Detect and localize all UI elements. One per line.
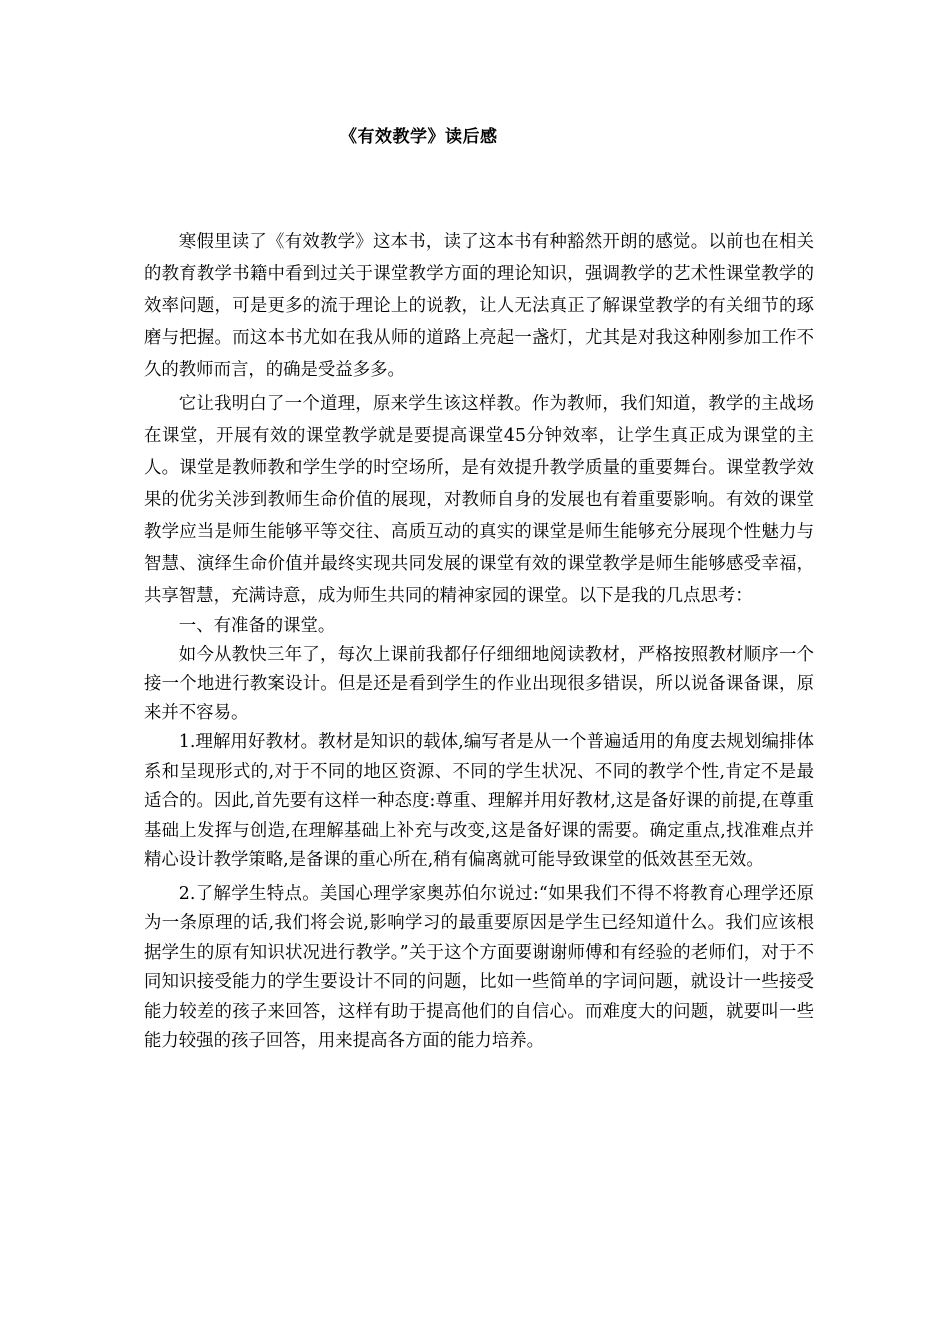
document-body [144, 226, 814, 1057]
paragraph-intro: 寒假里读了《有效教学》这本书，读了这本书有种豁然开朗的感觉。以前也在相关的教育教学书籍中看到过关于课堂教学方面的理论知识，强调教学的艺术性课堂教学的效率问题，可是更多的流于理论上的说教，让人无法真正了解课堂教学的有关细节的琢磨与把握。而这本书尤如在我从师的道路上亮起一盏灯，尤其是对我这种刚参加工作不久的教师而言，的确是受益多多。 [144, 232, 814, 380]
document-title: 《有效教学》读后感 [340, 127, 498, 147]
section-heading-prepared-class: 一、有准备的课堂。 [178, 616, 336, 636]
paragraph-understand-students: 2.了解学生特点。美国心理学家奥苏伯尔说过:“如果我们不得不将教育心理学还原为一条原理的话,我们将会说,影响学习的最重要原因是学生已经知道什么。我们应该根据学生的原有知识状况进行教学。”关于这个方面要谢谢师傅和有经验的老师们，对于不同知识接受能力的学生要设计不同的问题，比如一些简单的字词问题，就设计一些接受能力较差的孩子来回答，这样有助于提高他们的自信心。而难度大的问题，就要叫一些能力较强的孩子回答，用来提高各方面的能力培养。 [144, 883, 814, 1051]
paragraph-reflection: 它让我明白了一个道理，原来学生该这样教。作为教师，我们知道，教学的主战场在课堂，开展有效的课堂教学就是要提高课堂45分钟效率，让学生真正成为课堂的主人。课堂是教师教和学生学的时空场所，是有效提升教学质量的重要舞台。课堂教学效果的优劣关涉到教师生命价值的展现，对教师自身的发展也有着重要影响。有效的课堂教学应当是师生能够平等交往、高质互动的真实的课堂是师生能够充分展现个性魅力与智慧、演绎生命价值并最终实现共同发展的课堂有效的课堂教学是师生能够感受幸福，共享智慧，充满诗意，成为师生共同的精神家园的课堂。以下是我的几点思考： [144, 394, 814, 606]
paragraph-understand-textbook: 1.理解用好教材。教材是知识的载体,编写者是从一个普遍适用的角度去规划编排体系和呈现形式的,对于不同的地区资源、不同的学生状况、不同的教学个性,肯定不是最适合的。因此,首先要有这样一种态度:尊重、理解并用好教材,这是备好课的前提,在尊重基础上发挥与创造,在理解基础上补充与改变,这是备好课的需要。确定重点,找准难点并精心设计教学策略,是备课的重心所在,稍有偏离就可能导致课堂的低效甚至无效。 [144, 732, 814, 870]
paragraph-preparation: 如今从教快三年了，每次上课前我都仔仔细细地阅读教材，严格按照教材顺序一个接一个地进行教案设计。但是还是看到学生的作业出现很多错误，所以说备课备课，原来并不容易。 [144, 645, 814, 723]
